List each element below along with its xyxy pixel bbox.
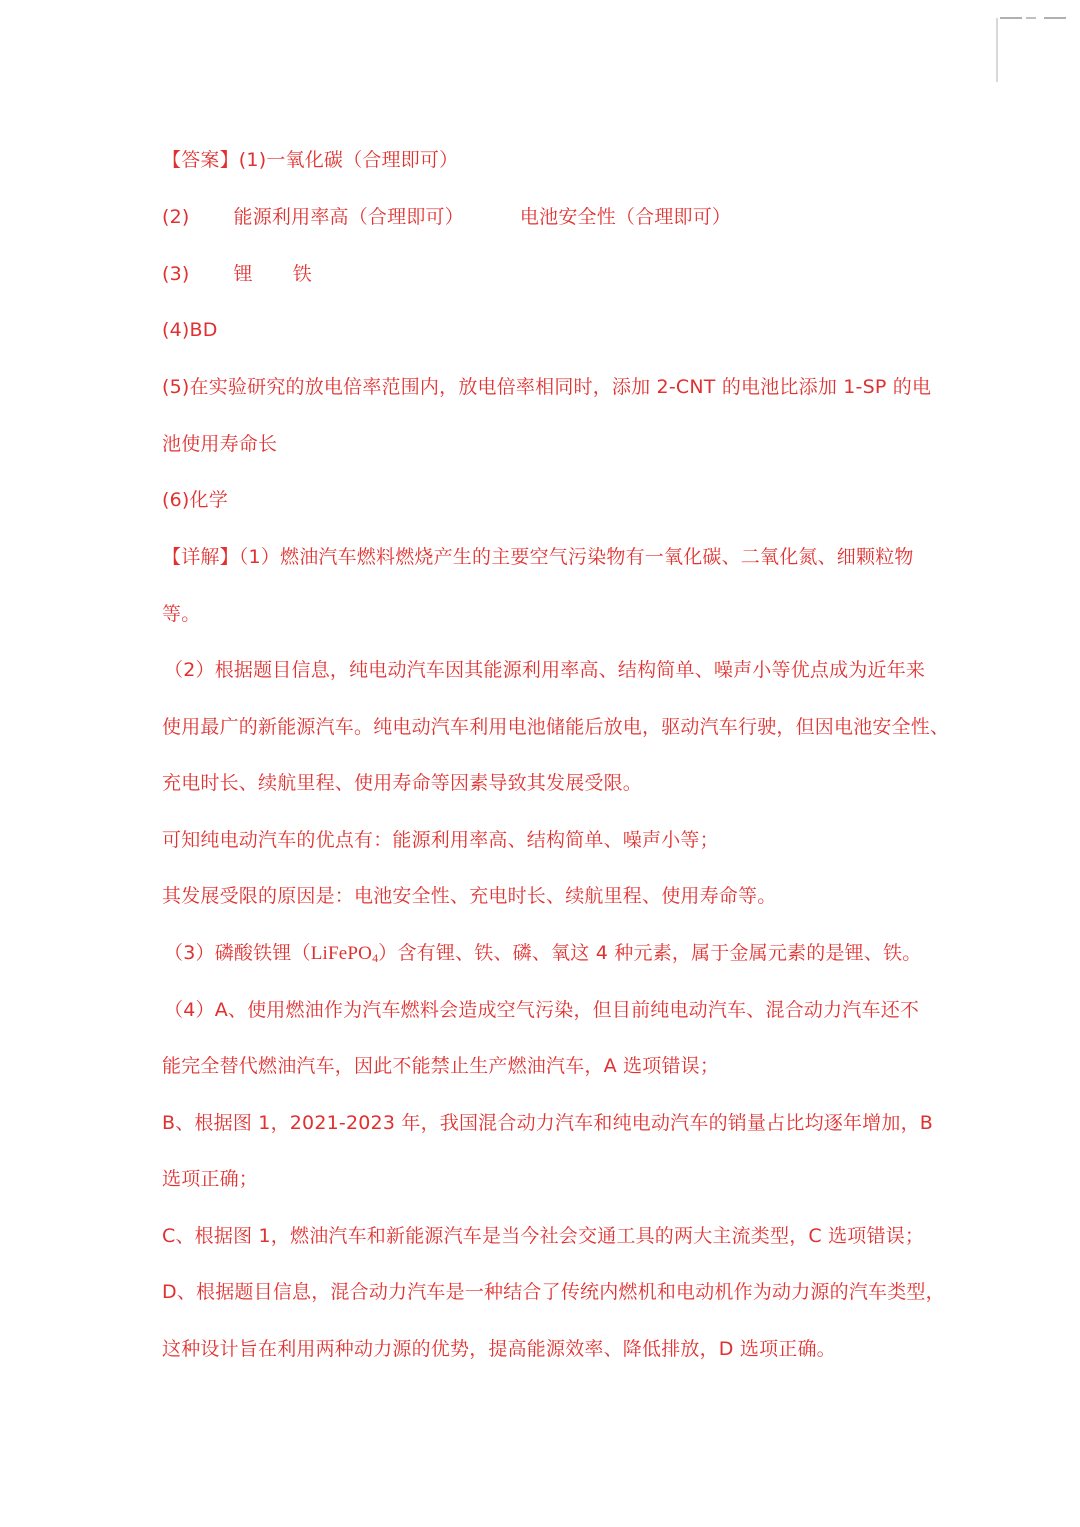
answer-line-3 (162, 261, 932, 287)
formula-subscript: 4 (372, 951, 379, 965)
answer-3-b: 铁 (292, 263, 312, 285)
detail-line-1b: 等。 (162, 603, 201, 625)
detail-3-suffix: ）含有锂、铁、磷、氧这 4 种元素，属于金属元素的是锂、铁。 (378, 942, 922, 964)
detail-line-4f: D、根据题目信息，混合动力汽车是一种结合了传统内燃机和电动机作为动力源的汽车类型， (162, 1281, 945, 1303)
detail-line-4c: B、根据图 1，2021-2023 年，我国混合动力汽车和纯电动汽车的销量占比均逐年增加，B (162, 1112, 934, 1134)
answer-line-5b: 池使用寿命长 (162, 433, 278, 455)
formula-main: LiFePO (310, 943, 373, 964)
detail-3-prefix: （3）磷酸铁锂（ (164, 942, 311, 964)
answer-line-1: 【答案】(1)一氧化碳（合理即可） (162, 149, 459, 171)
detail-line-2e: 其发展受限的原因是：电池安全性、充电时长、续航里程、使用寿命等。 (162, 885, 777, 907)
detail-line-4g: 这种设计旨在利用两种动力源的优势，提高能源效率、降低排放，D 选项正确。 (162, 1338, 836, 1360)
answer-line-2 (162, 204, 932, 230)
detail-line-4e: C、根据图 1，燃油汽车和新能源汽车是当今社会交通工具的两大主流类型，C 选项错误； (162, 1225, 925, 1247)
answer-3-a: 锂 (233, 263, 253, 285)
detail-line-4a: （4）A、使用燃油作为汽车燃料会造成空气污染，但目前纯电动汽车、混合动力汽车还不 (164, 999, 920, 1021)
detail-line-2c: 充电时长、续航里程、使用寿命等因素导致其发展受限。 (162, 772, 643, 794)
detail-line-4d: 选项正确； (162, 1168, 259, 1190)
answer-line-4: (4)BD (162, 319, 218, 341)
answer-3-number: (3) (162, 263, 190, 285)
answer-2-a: 能源利用率高（合理即可） (233, 206, 464, 228)
corner-watermark-icon (996, 12, 1068, 84)
chemical-formula (311, 943, 379, 964)
detail-line-4b: 能完全替代燃油汽车，因此不能禁止生产燃油汽车，A 选项错误； (162, 1055, 720, 1077)
answer-line-5a: (5)在实验研究的放电倍率范围内，放电倍率相同时，添加 2-CNT 的电池比添加 1-SP 的电 (162, 376, 932, 398)
detail-line-3 (164, 940, 934, 971)
answer-2-number: (2) (162, 206, 190, 228)
detail-line-1a: 【详解】（1）燃油汽车燃料燃烧产生的主要空气污染物有一氧化碳、二氧化氮、细颗粒物 (162, 546, 914, 568)
detail-line-2b: 使用最广的新能源汽车。纯电动汽车利用电池储能后放电，驱动汽车行驶，但因电池安全性、 (162, 716, 950, 738)
detail-line-2a: （2）根据题目信息，纯电动汽车因其能源利用率高、结构简单、噪声小等优点成为近年来 (164, 659, 926, 681)
detail-line-2d: 可知纯电动汽车的优点有：能源利用率高、结构简单、噪声小等； (162, 829, 719, 851)
answer-2-b: 电池安全性（合理即可） (519, 206, 732, 228)
answer-line-6: (6)化学 (162, 489, 228, 511)
